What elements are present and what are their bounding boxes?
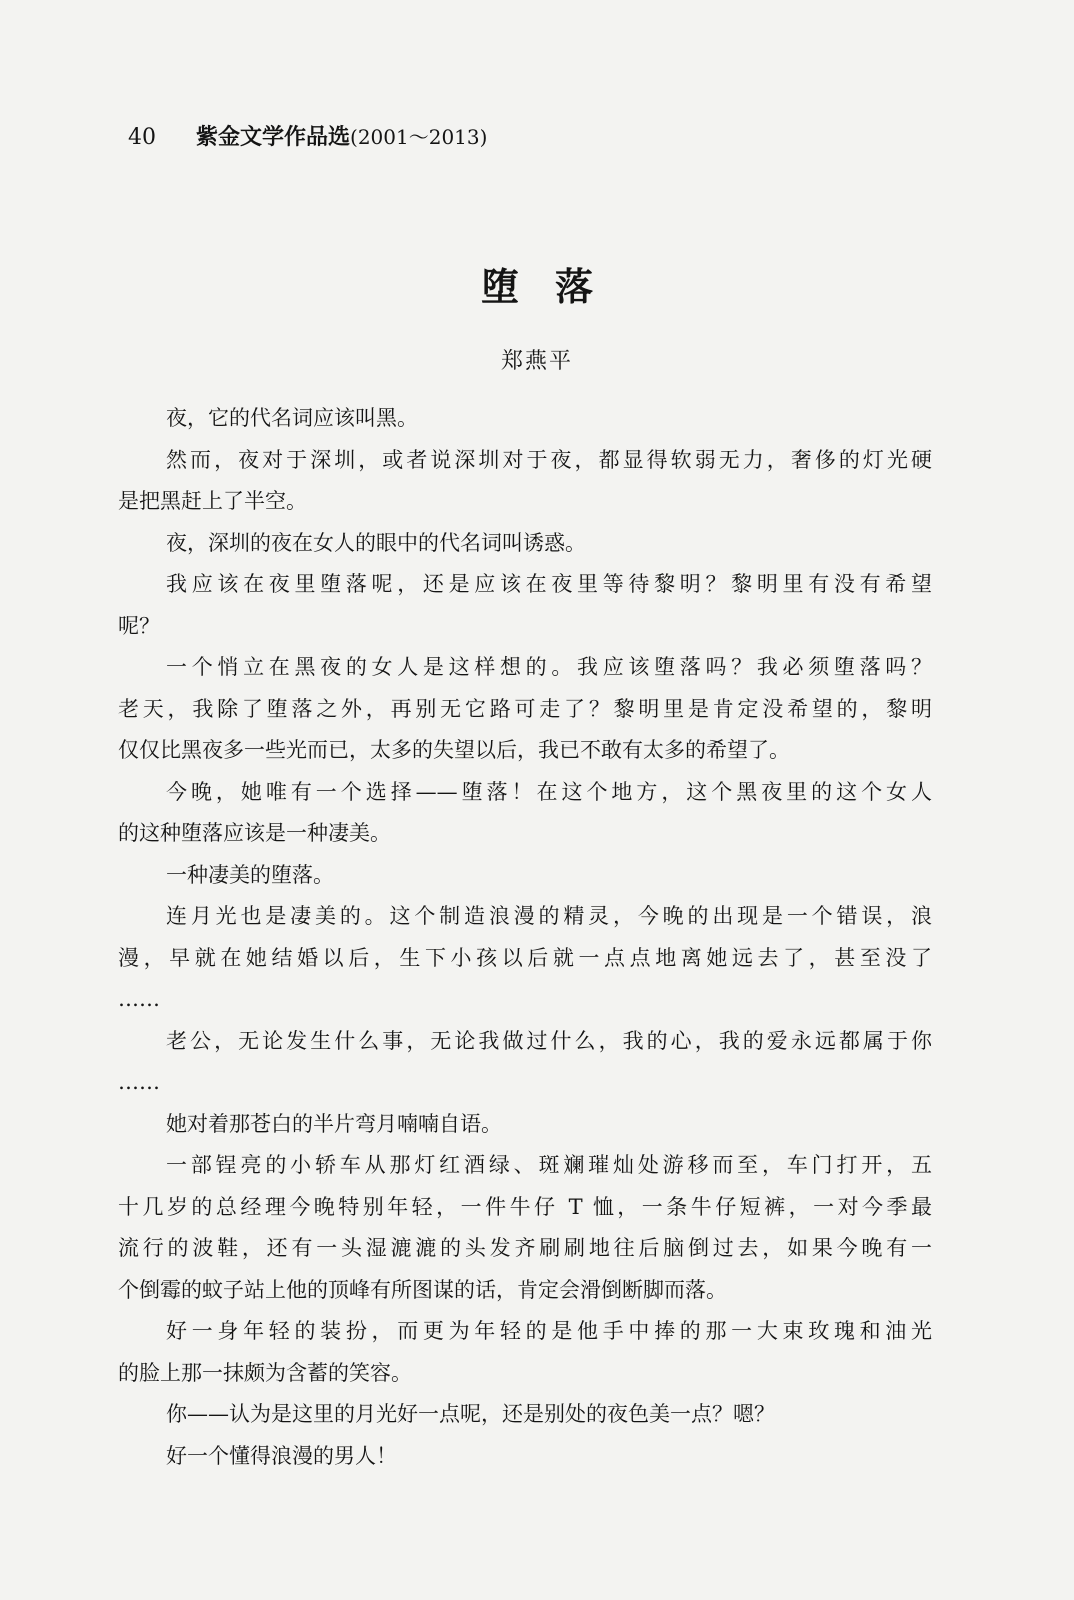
text-line: 呢？ bbox=[118, 613, 160, 638]
text-line: 你——认为是这里的月光好一点呢，还是别处的夜色美一点？嗯？ bbox=[166, 1402, 775, 1426]
text-line: 十几岁的总经理今晚特别年轻，一件牛仔 T 恤，一条牛仔短裤，一对今季最 bbox=[118, 1194, 932, 1219]
text-line: …… bbox=[118, 1070, 160, 1094]
text-line: 老公，无论发生什么事，无论我做过什么，我的心，我的爱永远都属于你 bbox=[166, 1028, 932, 1053]
text-line: 老天，我除了堕落之外，再别无它路可走了？黎明里是肯定没希望的，黎明 bbox=[118, 696, 932, 721]
text-line: 今晚，她唯有一个选择——堕落！在这个地方，这个黑夜里的这个女人 bbox=[166, 779, 932, 804]
article-title: 堕落 bbox=[480, 265, 629, 309]
text-line: 好一身年轻的装扮，而更为年轻的是他手中捧的那一大束玫瑰和油光 bbox=[166, 1319, 932, 1343]
text-line: 一个悄立在黑夜的女人是这样想的。我应该堕落吗？我必须堕落吗？ bbox=[166, 655, 932, 679]
page-number: 40 bbox=[128, 125, 156, 150]
text-line: 一部锃亮的小轿车从那灯红酒绿、斑斓璀灿处游移而至，车门打开，五 bbox=[166, 1153, 932, 1177]
article-body bbox=[118, 398, 932, 1477]
text-line: 是把黑赶上了半空。 bbox=[118, 489, 307, 513]
text-line: 流行的波鞋，还有一头湿漉漉的头发齐刷刷地往后脑倒过去，如果今晚有一 bbox=[118, 1236, 932, 1260]
text-line: 我应该在夜里堕落呢，还是应该在夜里等待黎明？黎明里有没有希望 bbox=[166, 572, 932, 596]
text-line: 夜，它的代名词应该叫黑。 bbox=[166, 406, 418, 430]
running-header bbox=[128, 120, 487, 156]
text-line: 个倒霉的蚊子站上他的顶峰有所图谋的话，肯定会滑倒断脚而落。 bbox=[118, 1277, 727, 1302]
text-line: 她对着那苍白的半片弯月喃喃自语。 bbox=[166, 1111, 502, 1136]
text-line: 连月光也是凄美的。这个制造浪漫的精灵，今晚的出现是一个错误，浪 bbox=[166, 904, 932, 928]
book-title: 紫金文学作品选 bbox=[196, 125, 351, 150]
book-years: (2001～2013) bbox=[350, 125, 488, 149]
text-line: 的这种堕落应该是一种凄美。 bbox=[118, 821, 391, 845]
text-line: 的脸上那一抹颇为含蓄的笑容。 bbox=[118, 1360, 412, 1385]
text-line: 夜，深圳的夜在女人的眼中的代名词叫诱惑。 bbox=[166, 530, 586, 555]
text-line: 一种凄美的堕落。 bbox=[166, 862, 334, 887]
text-line: 仅仅比黑夜多一些光而已，太多的失望以后，我已不敢有太多的希望了。 bbox=[118, 738, 790, 762]
article-author: 郑燕平 bbox=[500, 349, 573, 374]
text-line: 漫，早就在她结婚以后，生下小孩以后就一点点地离她远去了，甚至没了 bbox=[118, 945, 932, 970]
text-line: 好一个懂得浪漫的男人！ bbox=[166, 1443, 397, 1468]
text-line: 然而，夜对于深圳，或者说深圳对于夜，都显得软弱无力，奢侈的灯光硬 bbox=[166, 447, 932, 472]
text-line: …… bbox=[118, 987, 160, 1011]
